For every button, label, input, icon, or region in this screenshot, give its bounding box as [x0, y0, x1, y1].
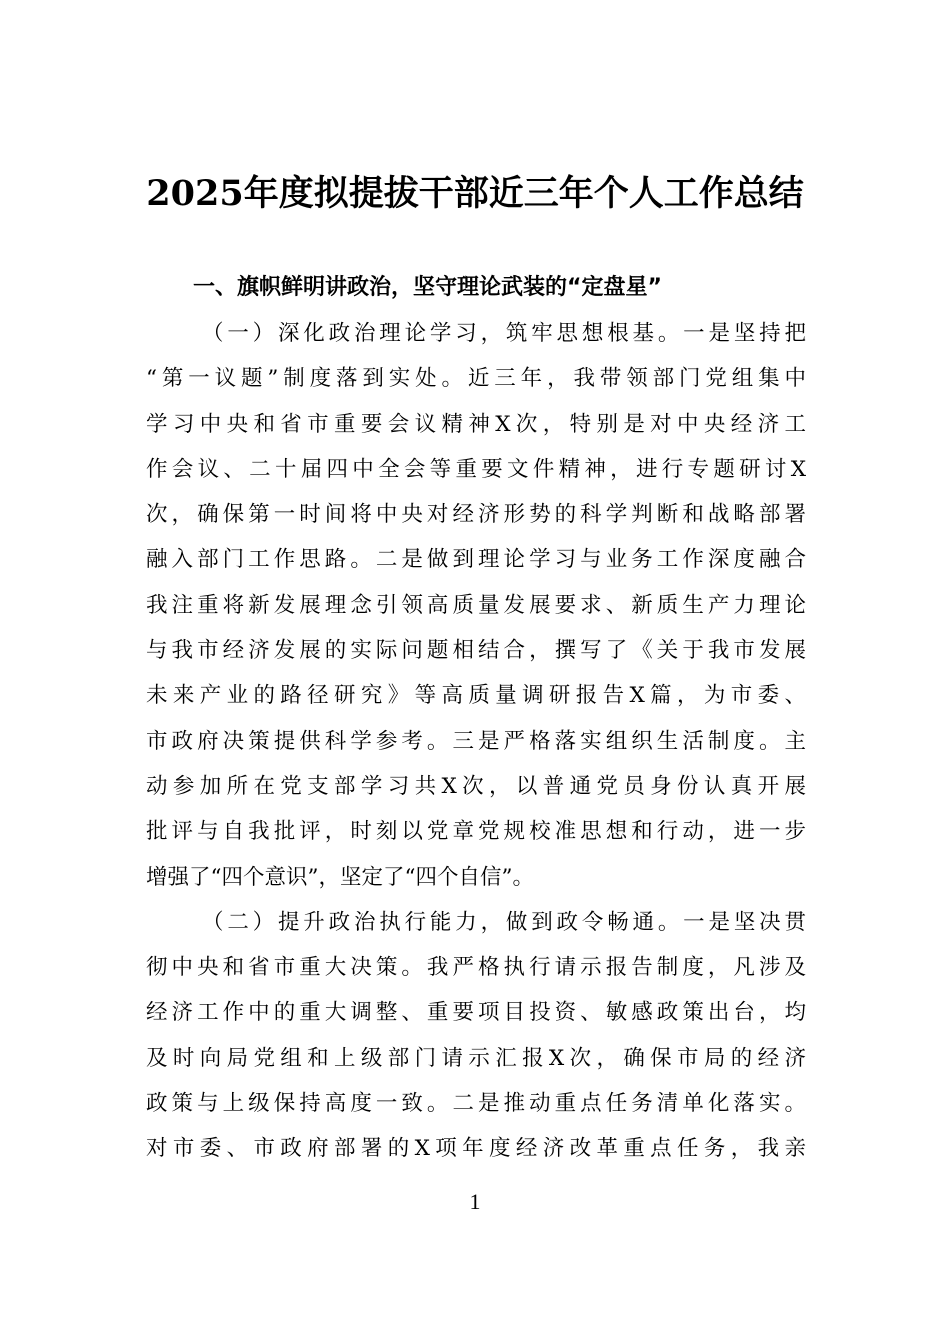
paragraph-line: 经济工作中的重大调整、重要项目投资、敏感政策出台，均: [146, 1000, 806, 1026]
paragraph-line: 与我市经济发展的实际问题相结合，撰写了《关于我市发展: [146, 638, 806, 664]
paragraph-line: 政策与上级保持高度一致。二是推动重点任务清单化落实。: [146, 1091, 806, 1117]
section-heading-1: 一、旗帜鲜明讲政治，坚守理论武装的“定盘星”: [193, 275, 662, 300]
paragraph-line: 彻中央和省市重大决策。我严格执行请示报告制度，凡涉及: [146, 955, 806, 981]
page-number: 1: [469, 1189, 481, 1214]
paragraph-line: 动参加所在党支部学习共X次，以普通党员身份认真开展: [146, 773, 806, 799]
paragraph-line: 次，确保第一时间将中央对经济形势的科学判断和战略部署: [146, 502, 806, 528]
paragraph-line: 融入部门工作思路。二是做到理论学习与业务工作深度融合: [146, 547, 806, 573]
paragraph-line: 学习中央和省市重要会议精神X次，特别是对中央经济工: [146, 411, 806, 437]
paragraph-line: “第一议题”制度落到实处。近三年，我带领部门党组集中: [146, 366, 806, 392]
paragraph-line: 及时向局党组和上级部门请示汇报X次，确保市局的经济: [146, 1045, 806, 1071]
body-text: [146, 311, 806, 1172]
paragraph-line: 增强了“四个意识”，坚定了“四个自信”。: [146, 864, 534, 890]
paragraph-line: 批评与自我批评，时刻以党章党规校准思想和行动，进一步: [146, 819, 806, 845]
document-title: 2025年度拟提拔干部近三年个人工作总结: [146, 173, 804, 214]
paragraph-line: 作会议、二十届四中全会等重要文件精神，进行专题研讨X: [146, 456, 806, 482]
paragraph-line: 市政府决策提供科学参考。三是严格落实组织生活制度。主: [146, 728, 806, 754]
paragraph-line: 未来产业的路径研究》等高质量调研报告X篇，为市委、: [146, 683, 806, 709]
paragraph-line: （一）深化政治理论学习，筑牢思想根基。一是坚持把: [202, 321, 806, 346]
paragraph-line: （二）提升政治执行能力，做到政令畅通。一是坚决贯: [202, 909, 806, 935]
paragraph-line: 我注重将新发展理念引领高质量发展要求、新质生产力理论: [146, 592, 806, 618]
paragraph-line: 对市委、市政府部署的X项年度经济改革重点任务，我亲: [146, 1136, 806, 1162]
